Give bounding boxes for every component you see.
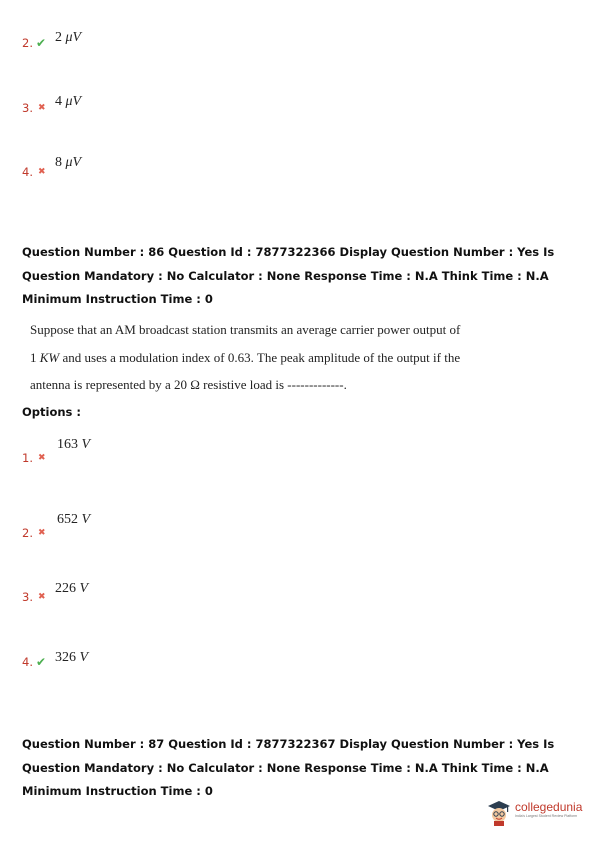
option-number: 2. [22,526,33,540]
collegedunia-logo [487,800,582,826]
option-value: 226 V [55,581,89,596]
option-value: 163 V [57,437,91,452]
option-number-row [22,36,46,50]
options-label: Options : [22,405,81,419]
wrong-cross-icon: ✖ [37,167,46,177]
option-number-row [22,526,46,540]
student-mascot-icon [487,800,511,826]
option-number-row [22,165,46,179]
option-number: 4. [22,655,33,669]
question-text-line: 1 KW and uses a modulation index of 0.63. The peak amplitude of the output if the [30,349,461,365]
option-value: 326 V [55,650,89,665]
question-86-text [30,316,570,399]
option-number-row [22,590,46,604]
wrong-cross-icon: ✖ [37,453,46,463]
option-value: 652 V [57,512,91,527]
option-number: 3. [22,101,33,115]
correct-check-icon: ✔ [35,655,47,669]
logo-name: collegedunia [515,800,583,814]
option-number-row [22,101,46,115]
question-86-header: Question Number : 86 Question Id : 7877322366 Display Question Number : Yes Is Question Mandatory : No Calculator : None Response Time : N.A Think Time : N.A Minimum Instruction Time : 0 [22,245,555,306]
logo-text [515,800,582,819]
question-text-line: Suppose that an AM broadcast station transmits an average carrier power output of [30,322,461,337]
question-text-line: antenna is represented by a 20 Ω resistive load is -------------. [30,377,347,392]
option-number-row [22,451,46,465]
option-number-row [22,655,46,669]
option-number: 2. [22,36,33,50]
option-number: 3. [22,590,33,604]
question-87-header: Question Number : 87 Question Id : 7877322367 Display Question Number : Yes Is Question Mandatory : No Calculator : None Response Time : N.A Think Time : N.A Minimum Instruction Time : 0 [22,737,555,798]
option-value: 4 μV [55,94,82,109]
logo-tagline: India's Largest Student Review Platform [515,814,578,818]
wrong-cross-icon: ✖ [37,592,46,602]
option-number: 1. [22,451,33,465]
option-number: 4. [22,165,33,179]
option-value: 2 μV [55,30,82,45]
correct-check-icon: ✔ [35,36,47,50]
wrong-cross-icon: ✖ [37,528,46,538]
wrong-cross-icon: ✖ [37,103,46,113]
option-value: 8 μV [55,155,82,170]
